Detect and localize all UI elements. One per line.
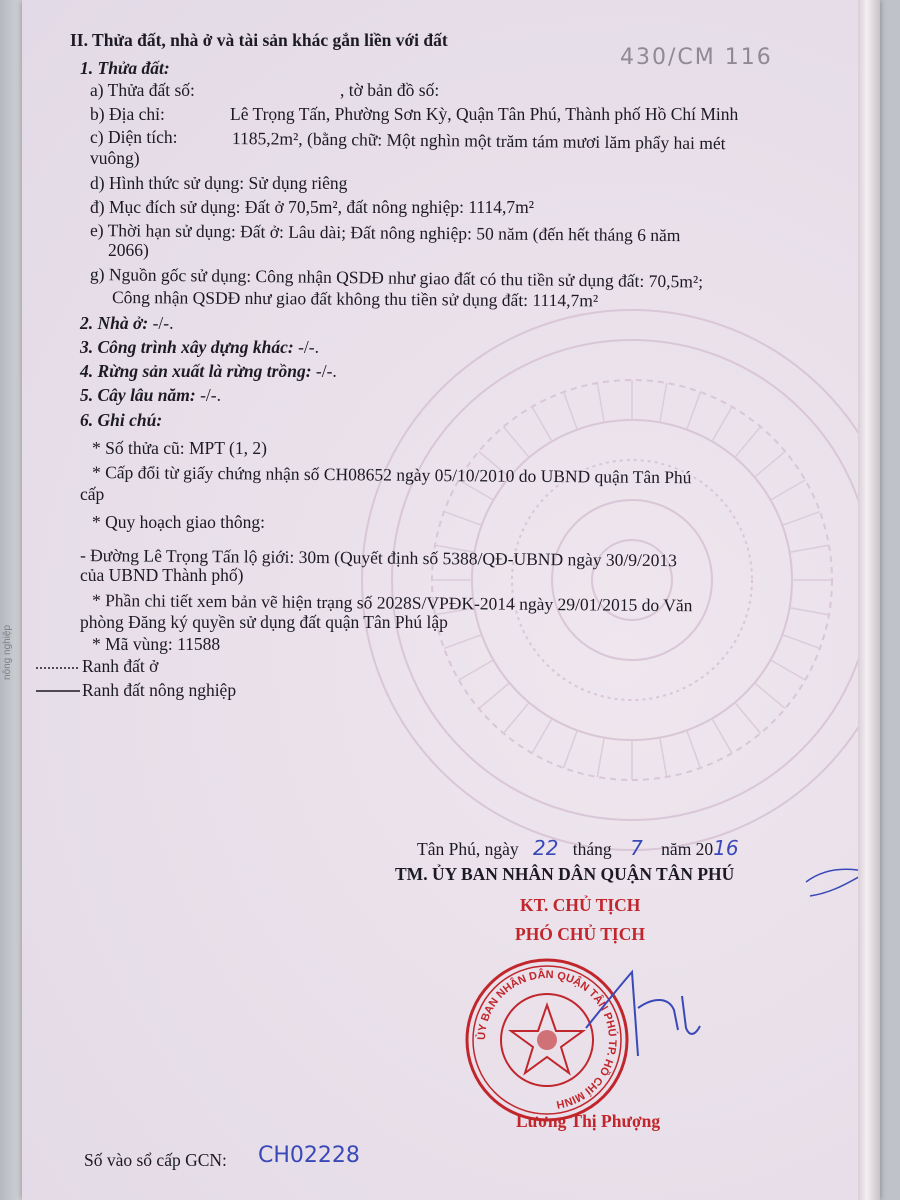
map-sheet: , tờ bản đồ số:	[340, 80, 440, 100]
forest-heading: 4. Rừng sản xuất là rừng trồng:	[80, 361, 312, 381]
note-drawing: * Phần chi tiết xem bản vẽ hiện trạng số 2028S/VPĐK-2014 ngày 29/01/2015 do Văn	[91, 590, 693, 616]
note-reissue: * Cấp đổi từ giấy chứng nhận số CH08652 ngày 05/10/2010 do UBND quận Tân Phú	[91, 462, 692, 488]
forest-value: -/-.	[311, 361, 337, 381]
emblem-ray	[687, 392, 701, 430]
construction-heading: 3. Công trình xây dựng khác:	[80, 337, 294, 357]
construction-value: -/-.	[293, 337, 319, 357]
trees-heading: 5. Cây lâu năm:	[80, 385, 196, 405]
plot-number: a) Thửa đất số:	[90, 80, 195, 100]
emblem-ray	[564, 392, 578, 430]
note-zone: * Mã vùng: 11588	[92, 634, 221, 654]
emblem-ray	[782, 635, 820, 649]
signing-day: 22	[532, 836, 559, 860]
emblem-ray	[597, 738, 604, 777]
legend-agri: Ranh đất nông nghiệp	[82, 680, 237, 700]
emblem-ray	[444, 635, 482, 649]
construction-row	[80, 337, 319, 357]
area-label: c) Diện tích:	[90, 127, 178, 147]
side-margin-text: nông nghiệp	[2, 624, 13, 680]
trees-value: -/-.	[195, 385, 221, 405]
emblem-ray	[564, 730, 578, 768]
emblem-ray	[790, 608, 829, 615]
signing-role-2: PHÓ CHỦ TỊCH	[515, 924, 645, 944]
registry-label: Số vào sổ cấp GCN:	[84, 1150, 227, 1170]
note-road-cont: của UBND Thành phố)	[80, 565, 244, 585]
pencil-note: 430/CM 116	[620, 45, 773, 70]
use-term-cont: 2066)	[108, 240, 149, 260]
emblem-ray	[597, 383, 604, 422]
note-road: - Đường Lê Trọng Tấn lộ giới: 30m (Quyết định số 5388/QĐ-UBND ngày 30/9/2013	[79, 545, 677, 571]
emblem-ray	[503, 427, 529, 458]
area-value-cont: vuông)	[90, 148, 140, 168]
emblem-ray	[459, 660, 494, 680]
use-origin: g) Nguồn gốc sử dụng: Công nhận QSDĐ như giao đất có thu tiền sử dụng đất: 70,5m²;	[89, 264, 704, 292]
trees-row	[80, 385, 221, 405]
legend-agri-line	[36, 683, 80, 695]
signer-name: Lương Thị Phượng	[516, 1111, 661, 1131]
note-drawing-cont: phòng Đăng ký quyền sử dụng đất quận Tân Phú lập	[80, 612, 448, 632]
signing-authority: TM. ỦY BAN NHÂN DÂN QUẬN TÂN PHÚ	[395, 864, 735, 884]
notes-heading: 6. Ghi chú:	[80, 410, 163, 430]
note-reissue-cont: cấp	[80, 484, 105, 504]
use-purpose: đ) Mục đích sử dụng: Đất ở 70,5m², đất nông nghiệp: 1114,7m²	[90, 197, 535, 217]
signing-role-1: KT. CHỦ TỊCH	[520, 895, 641, 915]
house-value: -/-.	[148, 313, 174, 333]
emblem-ray	[532, 719, 552, 754]
right-page-edge	[858, 0, 880, 1200]
certificate-page	[22, 0, 880, 1200]
note-old-plot: * Số thửa cũ: MPT (1, 2)	[92, 438, 267, 458]
area-value: 1185,2m², (bằng chữ: Một nghìn một trăm tám mươi lăm phẩy hai mét	[231, 128, 726, 154]
emblem-ray	[532, 407, 552, 442]
use-form: d) Hình thức sử dụng: Sử dụng riêng	[90, 173, 348, 193]
emblem-ray	[479, 683, 510, 709]
registry-value: CH02228	[258, 1143, 360, 1168]
address-value: Lê Trọng Tấn, Phường Sơn Kỳ, Quận Tân Phú, Thành phố Hồ Chí Minh	[230, 104, 739, 124]
emblem-ray	[771, 480, 806, 500]
emblem-ray	[687, 730, 701, 768]
house-heading: 2. Nhà ở:	[80, 313, 149, 333]
forest-row	[80, 361, 337, 381]
signing-place-prefix: Tân Phú, ngày	[417, 839, 519, 859]
emblem-ray	[782, 512, 820, 526]
house-row	[80, 313, 174, 333]
background-emblem	[352, 300, 880, 860]
signing-month-label: tháng	[572, 839, 612, 859]
address-label: b) Địa chỉ:	[90, 104, 165, 124]
signing-date	[417, 838, 739, 859]
left-page-edge	[0, 0, 22, 1200]
emblem-ray	[712, 719, 732, 754]
use-term: e) Thời hạn sử dụng: Đất ở: Lâu dài; Đất nông nghiệp: 50 năm (đến hết tháng 6 năm	[89, 220, 681, 246]
signing-year-label: năm 20	[661, 839, 714, 859]
signing-month: 7	[630, 836, 643, 860]
emblem-ray	[712, 407, 732, 442]
use-origin-cont: Công nhận QSDĐ như giao đất không thu tiền sử dụng đất: 1114,7m²	[111, 287, 599, 311]
emblem-ray	[755, 683, 786, 709]
legend-residential-line	[36, 660, 80, 672]
emblem-ray	[771, 660, 806, 680]
emblem-ray	[660, 738, 667, 777]
emblem-ray	[790, 545, 829, 552]
emblem-ray	[444, 512, 482, 526]
land-heading: 1. Thửa đất:	[80, 58, 170, 78]
emblem-ray	[735, 703, 761, 734]
note-traffic: * Quy hoạch giao thông:	[92, 512, 266, 532]
emblem-ray	[660, 383, 667, 422]
emblem-ray	[755, 451, 786, 477]
signature	[582, 968, 702, 1063]
section-title: II. Thửa đất, nhà ở và tài sản khác gắn liền với đất	[70, 30, 448, 50]
legend-residential: Ranh đất ở	[82, 656, 159, 676]
signing-year-end: 16	[713, 836, 739, 860]
emblem-ray	[503, 703, 529, 734]
emblem-ray	[735, 427, 761, 458]
svg-text:ỦY BAN NHÂN DÂN QUẬN TÂN PHÚ T: ỦY BAN NHÂN DÂN QUẬN TÂN PHÚ TP. HỒ CHÍ MINH	[475, 968, 619, 1111]
